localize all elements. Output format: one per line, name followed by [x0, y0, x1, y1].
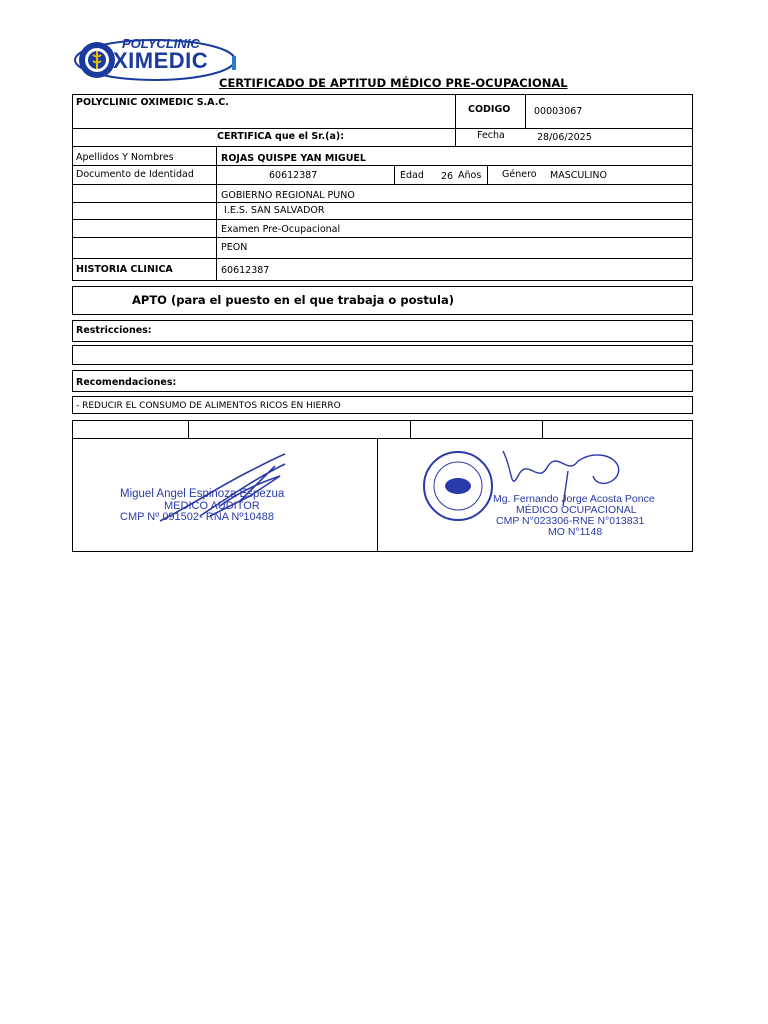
- genero-value: MASCULINO: [550, 170, 607, 181]
- restricciones-box: [72, 320, 693, 342]
- examen-value: Examen Pre-Ocupacional: [221, 224, 341, 235]
- empty-row: [72, 420, 693, 439]
- restricciones-content: [72, 345, 693, 365]
- puesto-value: PEON: [221, 242, 248, 253]
- recomendacion-item: - REDUCIR EL CONSUMO DE ALIMENTOS RICOS EN HIERRO: [76, 401, 341, 411]
- clinic-name: POLYCLINIC OXIMEDIC S.A.C.: [76, 97, 229, 108]
- left-signature-name: Miguel Angel Espinoza Espezua: [120, 488, 285, 500]
- fecha-value: 28/06/2025: [537, 132, 592, 143]
- historia-label: HISTORIA CLINICA: [76, 264, 173, 275]
- edad-value: 26: [441, 171, 454, 182]
- right-signature: [418, 446, 678, 546]
- documento-value: 60612387: [269, 170, 318, 181]
- nombres-label: Apellidos Y Nombres: [76, 152, 174, 163]
- fecha-label: Fecha: [477, 130, 505, 141]
- logo-main-text: XIMEDIC: [113, 48, 209, 73]
- nombres-value: ROJAS QUISPE YAN MIGUEL: [221, 153, 366, 164]
- page-title: CERTIFICADO DE APTITUD MÉDICO PRE-OCUPACIONAL: [219, 76, 568, 90]
- result-text: APTO (para el puesto en el que trabaja o postula): [132, 293, 454, 307]
- right-signature-name: Mg. Fernando Jorge Acosta Ponce: [493, 493, 655, 505]
- certifica-label: CERTIFICA que el Sr.(a):: [217, 131, 345, 142]
- codigo-label: CODIGO: [468, 104, 511, 115]
- restricciones-label: Restricciones:: [76, 325, 152, 336]
- genero-label: Género: [502, 169, 537, 180]
- sede-value: I.E.S. SAN SALVADOR: [224, 205, 325, 216]
- recomendaciones-label: Recomendaciones:: [76, 377, 177, 388]
- right-signature-reg: CMP N°023306-RNE N°013831: [496, 515, 645, 527]
- left-signature-role: MEDICO AUDITOR: [164, 500, 260, 512]
- edad-label: Edad: [400, 170, 424, 181]
- left-signature-reg: CMP Nº 091502- RNA Nº10488: [120, 511, 274, 523]
- right-signature-mo: MO N°1148: [548, 526, 603, 538]
- info-table: [72, 94, 693, 281]
- codigo-value: 00003067: [534, 106, 583, 117]
- logo-top-text: POLYCLINIC: [122, 36, 200, 51]
- left-signature: [100, 446, 350, 546]
- clinic-logo: [72, 34, 238, 82]
- empresa-value: GOBIERNO REGIONAL PUNO: [221, 190, 355, 201]
- right-signature-role: MÉDICO OCUPACIONAL: [516, 504, 637, 516]
- edad-unit: Años: [458, 170, 482, 181]
- documento-label: Documento de Identidad: [76, 169, 194, 180]
- historia-value: 60612387: [221, 265, 270, 276]
